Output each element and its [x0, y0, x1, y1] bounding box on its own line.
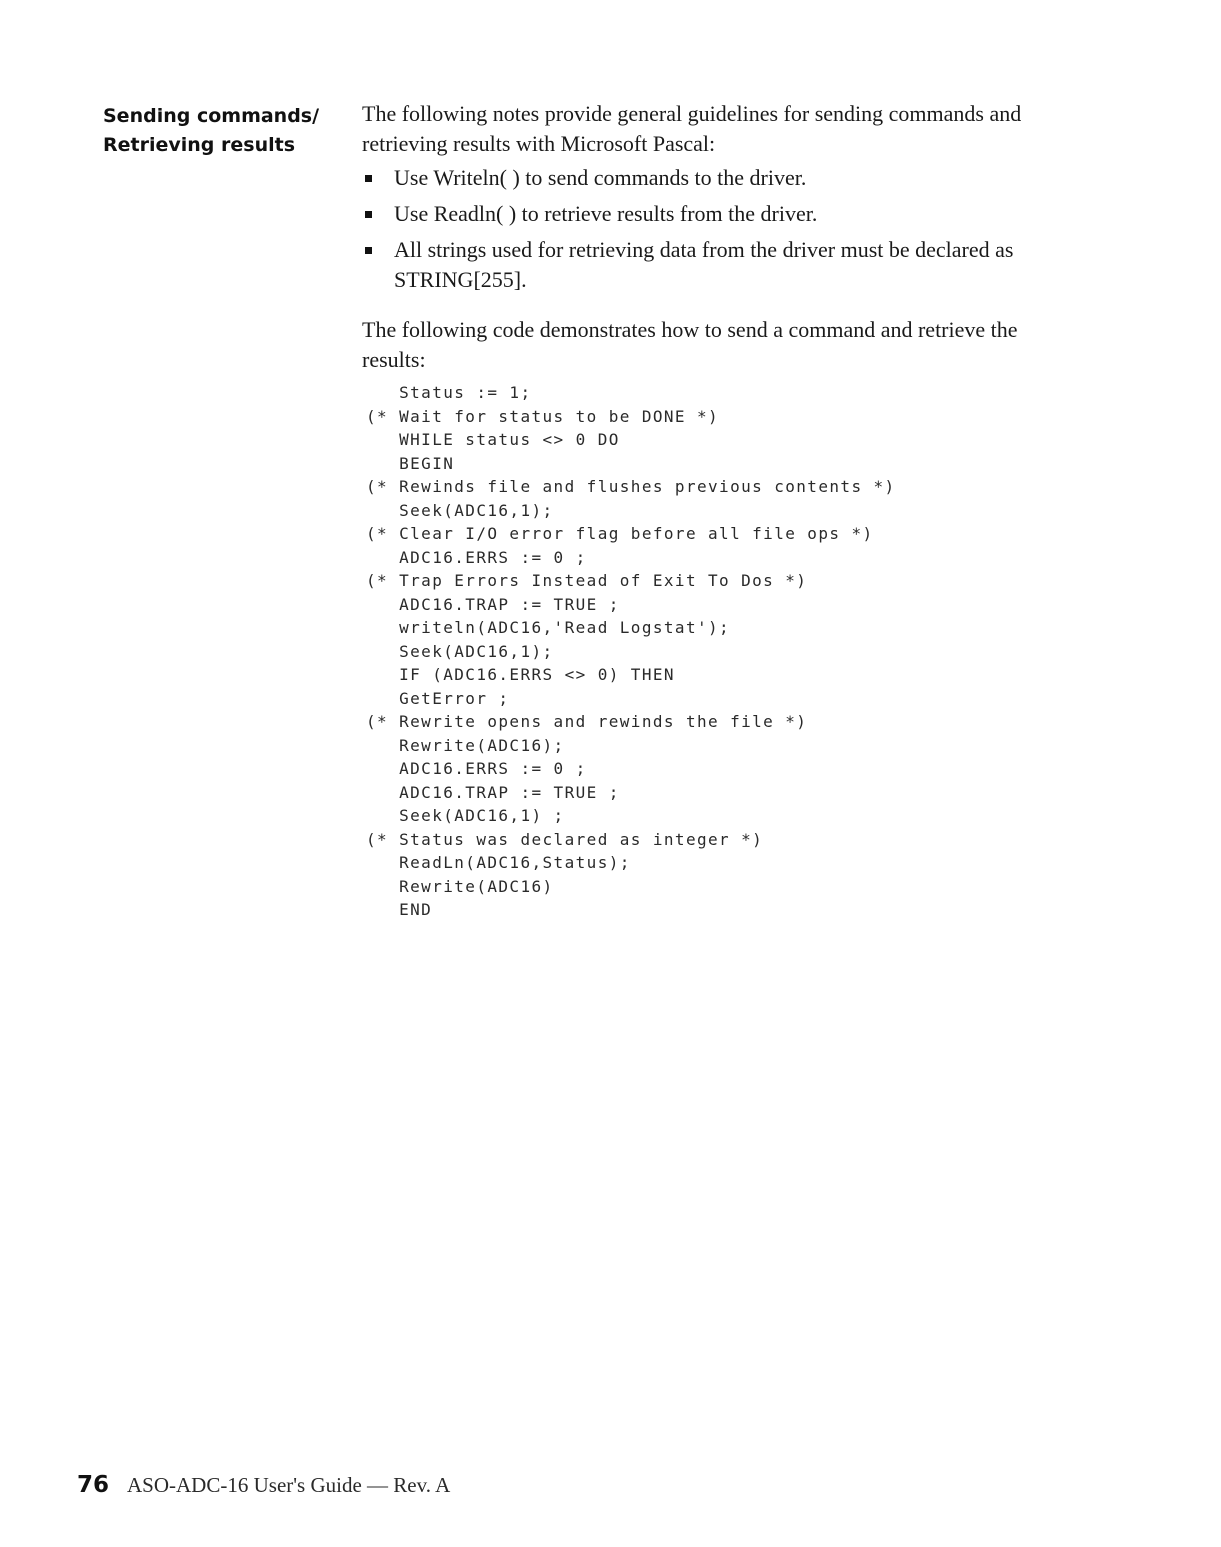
page-footer [77, 1472, 450, 1498]
code-line: Seek(ADC16,1); [366, 641, 554, 661]
intro-paragraph: The following notes provide general guidelines for sending commands and retrieving results with Microsoft Pascal: [362, 101, 1022, 156]
code-line: GetError ; [366, 688, 510, 708]
list-item-text: Use Readln( ) to retrieve results from the driver. [394, 201, 818, 226]
section-heading [103, 102, 343, 160]
code-line: (* Clear I/O error flag before all file ops *) [366, 524, 874, 543]
list-item-text: All strings used for retrieving data from the driver must be declared as STRING[255]. [394, 237, 1014, 292]
bullet-icon [365, 211, 372, 218]
code-line: (* Trap Errors Instead of Exit To Dos *) [366, 571, 808, 590]
section-heading-line-1: Sending commands/ [103, 105, 320, 127]
code-line: IF (ADC16.ERRS <> 0) THEN [366, 665, 675, 684]
code-line: Seek(ADC16,1); [366, 500, 554, 520]
code-line: (* Rewinds file and flushes previous contents *) [366, 477, 896, 496]
code-block [366, 381, 896, 922]
section-heading-line-2: Retrieving results [103, 134, 296, 156]
bullet-icon [365, 175, 372, 182]
code-line: END [366, 900, 433, 919]
code-line: BEGIN [366, 453, 455, 473]
code-line: (* Status was declared as integer *) [366, 829, 764, 849]
page-number: 76 [77, 1472, 110, 1498]
list-item [362, 199, 1082, 229]
footer-title: ASO-ADC-16 User's Guide — Rev. A [127, 1473, 451, 1497]
code-line: Rewrite(ADC16); [366, 735, 565, 755]
main-content [362, 99, 1082, 375]
code-line: ADC16.ERRS := 0 ; [366, 547, 587, 567]
code-line: ADC16.TRAP := TRUE ; [366, 594, 620, 614]
code-line: Rewrite(ADC16) [366, 876, 554, 896]
notes-list [362, 163, 1082, 295]
list-item [362, 235, 1082, 295]
list-item-text: Use Writeln( ) to send commands to the driver. [394, 165, 807, 190]
list-item [362, 163, 1082, 193]
code-line: WHILE status <> 0 DO [366, 430, 620, 449]
bullet-icon [365, 247, 372, 254]
code-line: (* Wait for status to be DONE *) [366, 406, 720, 426]
code-line: ReadLn(ADC16,Status); [366, 853, 631, 872]
code-line: (* Rewrite opens and rewinds the file *) [366, 712, 808, 731]
code-line: Seek(ADC16,1) ; [366, 806, 565, 825]
code-line: ADC16.TRAP := TRUE ; [366, 782, 620, 802]
code-line: ADC16.ERRS := 0 ; [366, 759, 587, 778]
code-line: Status := 1; [366, 383, 532, 402]
demo-paragraph: The following code demonstrates how to send a command and retrieve the results: [362, 317, 1018, 372]
code-line: writeln(ADC16,'Read Logstat'); [366, 618, 731, 637]
